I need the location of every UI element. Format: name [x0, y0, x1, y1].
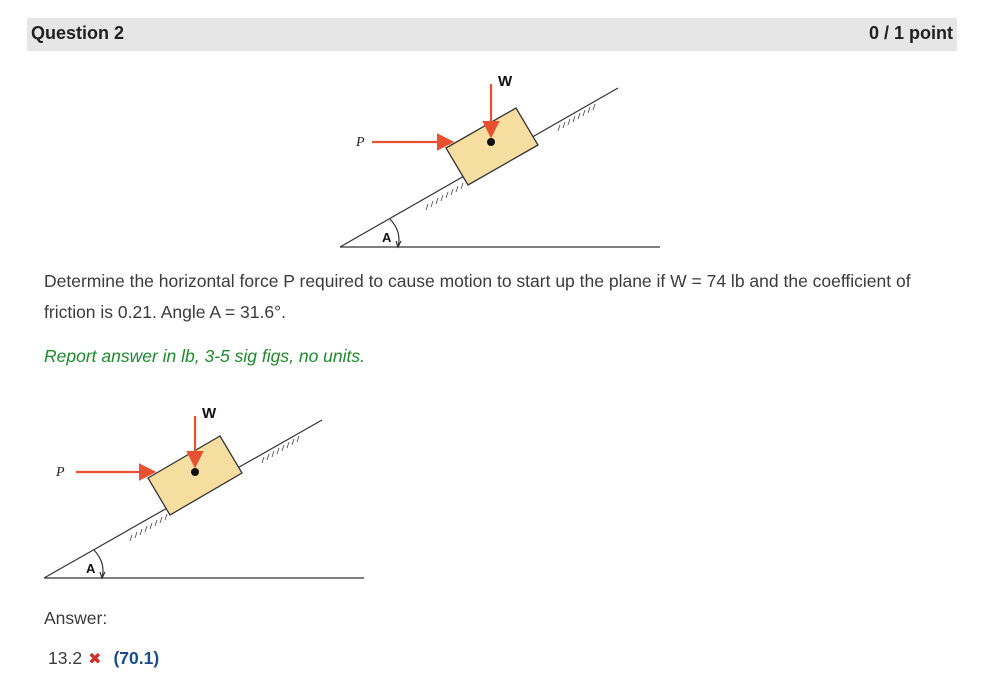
submitted-answer: 13.2	[48, 648, 83, 668]
center-of-mass	[487, 138, 495, 146]
correct-answer: (70.1)	[113, 648, 160, 668]
cross-icon: ✖	[88, 651, 102, 668]
answer-row	[48, 648, 159, 669]
force-label: P	[356, 135, 365, 150]
incline-diagram-answer	[34, 396, 374, 586]
weight-label: W	[202, 405, 217, 422]
weight-label: W	[498, 73, 513, 90]
answer-instruction: Report answer in lb, 3-5 sig figs, no units.	[44, 346, 365, 366]
question-title: Question 2	[31, 23, 125, 43]
question-prompt: Determine the horizontal force P required to cause motion to start up the plane if W = 74 lb and the coefficient of friction is 0.21. Angle A = 31.6°.	[44, 271, 911, 322]
force-label: P	[56, 465, 65, 480]
question-header	[27, 18, 957, 51]
question-points: 0 / 1 point	[868, 23, 953, 43]
angle-label: A	[382, 230, 392, 245]
angle-label: A	[86, 561, 96, 576]
center-of-mass	[191, 468, 199, 476]
incline-diagram-main	[330, 64, 670, 254]
answer-label: Answer:	[44, 608, 108, 628]
